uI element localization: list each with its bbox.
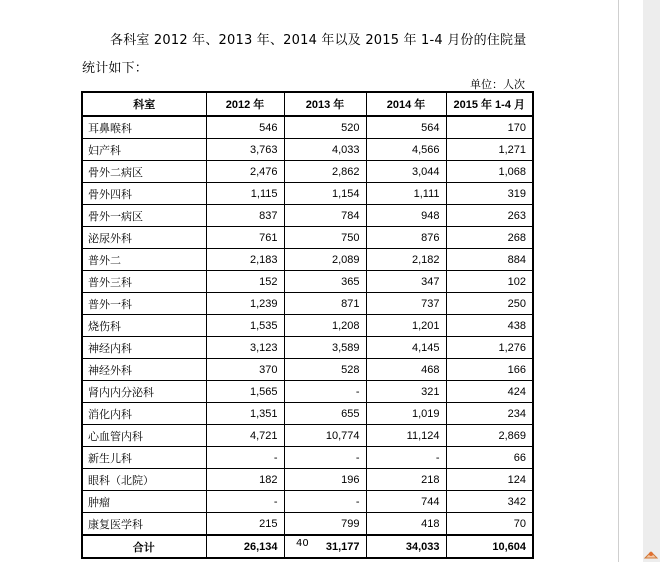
department-cell: 普外二 <box>82 249 206 271</box>
table-row <box>82 491 533 513</box>
table-row <box>82 469 533 491</box>
table-row <box>82 183 533 205</box>
department-cell: 骨外二病区 <box>82 161 206 183</box>
value-2015: 102 <box>446 271 533 293</box>
value-2013: 365 <box>284 271 366 293</box>
inpatient-volume-table <box>81 91 534 559</box>
value-2012: 546 <box>206 116 284 139</box>
department-cell: 普外一科 <box>82 293 206 315</box>
department-cell: 泌尿外科 <box>82 227 206 249</box>
value-2013: 520 <box>284 116 366 139</box>
value-2014: 3,044 <box>366 161 446 183</box>
value-2014: 876 <box>366 227 446 249</box>
value-2015: 1,276 <box>446 337 533 359</box>
value-2013: 3,589 <box>284 337 366 359</box>
value-2012: 1,351 <box>206 403 284 425</box>
value-2013: - <box>284 381 366 403</box>
table-row <box>82 116 533 139</box>
total-2012: 26,134 <box>206 535 284 558</box>
value-2015: 250 <box>446 293 533 315</box>
value-2013: 655 <box>284 403 366 425</box>
table-row <box>82 139 533 161</box>
value-2012: 1,239 <box>206 293 284 315</box>
value-2015: 1,068 <box>446 161 533 183</box>
department-cell: 肾内内分泌科 <box>82 381 206 403</box>
value-2012: 761 <box>206 227 284 249</box>
value-2013: - <box>284 491 366 513</box>
value-2012: 1,535 <box>206 315 284 337</box>
department-cell: 普外三科 <box>82 271 206 293</box>
value-2014: 737 <box>366 293 446 315</box>
value-2015: 170 <box>446 116 533 139</box>
value-2015: 66 <box>446 447 533 469</box>
header-2012: 2012 年 <box>206 92 284 116</box>
value-2012: 370 <box>206 359 284 381</box>
value-2013: - <box>284 447 366 469</box>
table-row <box>82 227 533 249</box>
value-2015: 2,869 <box>446 425 533 447</box>
unit-label: 单位：人次 <box>470 78 525 91</box>
value-2013: 784 <box>284 205 366 227</box>
value-2014: 1,111 <box>366 183 446 205</box>
table-row <box>82 513 533 536</box>
table-row <box>82 425 533 447</box>
value-2012: 3,123 <box>206 337 284 359</box>
department-cell: 眼科（北院） <box>82 469 206 491</box>
value-2012: 4,721 <box>206 425 284 447</box>
value-2013: 4,033 <box>284 139 366 161</box>
value-2014: 321 <box>366 381 446 403</box>
value-2015: 342 <box>446 491 533 513</box>
value-2014: 11,124 <box>366 425 446 447</box>
table-row <box>82 403 533 425</box>
value-2014: - <box>366 447 446 469</box>
value-2015: 424 <box>446 381 533 403</box>
total-2015: 10,604 <box>446 535 533 558</box>
table-header-row <box>82 92 533 116</box>
value-2014: 564 <box>366 116 446 139</box>
value-2013: 10,774 <box>284 425 366 447</box>
value-2014: 347 <box>366 271 446 293</box>
value-2012: 215 <box>206 513 284 536</box>
table-row <box>82 381 533 403</box>
value-2015: 166 <box>446 359 533 381</box>
page-gutter <box>619 0 643 562</box>
value-2012: 1,115 <box>206 183 284 205</box>
table-row <box>82 271 533 293</box>
total-label: 合计 <box>82 535 206 558</box>
value-2015: 438 <box>446 315 533 337</box>
viewer-right-margin <box>618 0 660 562</box>
value-2014: 1,201 <box>366 315 446 337</box>
table-row <box>82 315 533 337</box>
header-2013: 2013 年 <box>284 92 366 116</box>
table-row <box>82 293 533 315</box>
value-2013: 1,154 <box>284 183 366 205</box>
page-number: 40 <box>296 538 309 549</box>
value-2013: 528 <box>284 359 366 381</box>
intro-paragraph: 各科室 2012 年、2013 年、2014 年以及 2015 年 1-4 月份的住院量统计如下： <box>82 33 527 76</box>
header-department: 科室 <box>82 92 206 116</box>
department-cell: 新生儿科 <box>82 447 206 469</box>
department-cell: 耳鼻喉科 <box>82 116 206 139</box>
department-cell: 康复医学科 <box>82 513 206 536</box>
value-2015: 884 <box>446 249 533 271</box>
value-2015: 124 <box>446 469 533 491</box>
table-body <box>82 116 533 535</box>
value-2014: 218 <box>366 469 446 491</box>
value-2012: 3,763 <box>206 139 284 161</box>
value-2013: 2,089 <box>284 249 366 271</box>
value-2013: 871 <box>284 293 366 315</box>
total-2013: 31,177 <box>284 535 366 558</box>
table-row <box>82 161 533 183</box>
value-2015: 268 <box>446 227 533 249</box>
value-2014: 418 <box>366 513 446 536</box>
department-cell: 骨外一病区 <box>82 205 206 227</box>
table-row <box>82 447 533 469</box>
table-row <box>82 249 533 271</box>
table-row <box>82 337 533 359</box>
value-2012: - <box>206 447 284 469</box>
value-2013: 750 <box>284 227 366 249</box>
table-row <box>82 359 533 381</box>
header-2015-jan-apr: 2015 年 1-4 月 <box>446 92 533 116</box>
value-2014: 4,566 <box>366 139 446 161</box>
value-2015: 263 <box>446 205 533 227</box>
department-cell: 心血管内科 <box>82 425 206 447</box>
value-2012: - <box>206 491 284 513</box>
department-cell: 肿瘤 <box>82 491 206 513</box>
value-2014: 468 <box>366 359 446 381</box>
value-2012: 2,476 <box>206 161 284 183</box>
value-2013: 1,208 <box>284 315 366 337</box>
department-cell: 烧伤科 <box>82 315 206 337</box>
value-2012: 152 <box>206 271 284 293</box>
value-2014: 4,145 <box>366 337 446 359</box>
value-2013: 2,862 <box>284 161 366 183</box>
value-2012: 837 <box>206 205 284 227</box>
department-cell: 神经内科 <box>82 337 206 359</box>
value-2013: 799 <box>284 513 366 536</box>
value-2015: 234 <box>446 403 533 425</box>
department-cell: 妇产科 <box>82 139 206 161</box>
value-2015: 70 <box>446 513 533 536</box>
value-2015: 319 <box>446 183 533 205</box>
value-2014: 2,182 <box>366 249 446 271</box>
value-2014: 948 <box>366 205 446 227</box>
department-cell: 神经外科 <box>82 359 206 381</box>
value-2014: 1,019 <box>366 403 446 425</box>
page-curl-icon <box>643 546 659 560</box>
department-cell: 骨外四科 <box>82 183 206 205</box>
value-2012: 2,183 <box>206 249 284 271</box>
value-2012: 182 <box>206 469 284 491</box>
department-cell: 消化内科 <box>82 403 206 425</box>
value-2012: 1,565 <box>206 381 284 403</box>
table-row <box>82 205 533 227</box>
header-2014: 2014 年 <box>366 92 446 116</box>
total-2014: 34,033 <box>366 535 446 558</box>
value-2013: 196 <box>284 469 366 491</box>
value-2015: 1,271 <box>446 139 533 161</box>
value-2014: 744 <box>366 491 446 513</box>
